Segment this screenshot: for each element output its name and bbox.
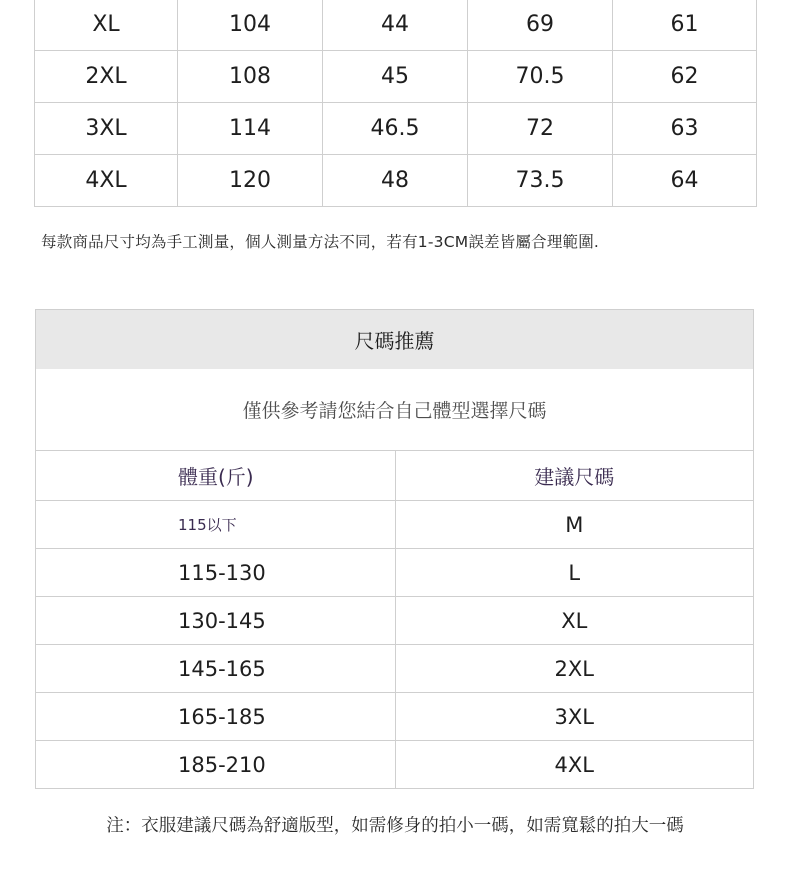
table-cell: 48	[323, 155, 468, 207]
size-label-cell: XL	[35, 0, 178, 51]
size-recommendation-panel	[35, 309, 754, 789]
table-row	[36, 597, 753, 645]
measurement-note: 每款商品尺寸均為手工測量，個人測量方法不同，若有1-3CM誤差皆屬合理範圍.	[41, 233, 600, 251]
table-cell: 72	[468, 103, 613, 155]
table-cell: 45	[323, 51, 468, 103]
size-cell: L	[395, 549, 753, 597]
fit-footnote: 注：衣服建議尺碼為舒適版型，如需修身的拍小一碼，如需寬鬆的拍大一碼	[106, 816, 684, 836]
weight-cell: 115-130	[36, 549, 395, 597]
table-header-row	[36, 451, 753, 501]
table-row	[35, 155, 757, 207]
weight-cell: 165-185	[36, 693, 395, 741]
weight-cell: 115以下	[36, 501, 395, 549]
size-cell: 3XL	[395, 693, 753, 741]
table-row	[36, 693, 753, 741]
size-label-cell: 4XL	[35, 155, 178, 207]
table-cell: 46.5	[323, 103, 468, 155]
table-cell: 114	[178, 103, 323, 155]
size-cell: XL	[395, 597, 753, 645]
table-cell: 108	[178, 51, 323, 103]
table-row	[35, 0, 757, 51]
size-column-header: 建議尺碼	[395, 451, 753, 501]
table-cell: 62	[613, 51, 757, 103]
size-cell: M	[395, 501, 753, 549]
size-cell: 2XL	[395, 645, 753, 693]
recommendation-title: 尺碼推薦	[36, 310, 753, 369]
table-cell: 44	[323, 0, 468, 51]
table-cell: 63	[613, 103, 757, 155]
weight-cell: 130-145	[36, 597, 395, 645]
weight-cell: 145-165	[36, 645, 395, 693]
size-label-cell: 3XL	[35, 103, 178, 155]
table-cell: 61	[613, 0, 757, 51]
weight-column-header: 體重(斤)	[36, 451, 395, 501]
size-chart-table	[34, 0, 757, 207]
table-row	[35, 103, 757, 155]
table-row	[35, 51, 757, 103]
table-row	[36, 741, 753, 789]
weight-cell: 185-210	[36, 741, 395, 789]
table-row	[36, 645, 753, 693]
size-cell: 4XL	[554, 752, 594, 777]
recommendation-subtitle: 僅供參考請您結合自己體型選擇尺碼	[36, 369, 753, 451]
size-label-cell: 2XL	[35, 51, 178, 103]
table-cell: 104	[178, 0, 323, 51]
table-row	[36, 549, 753, 597]
recommendation-table	[36, 451, 753, 788]
table-cell: 73.5	[468, 155, 613, 207]
table-cell: 70.5	[468, 51, 613, 103]
table-cell: 69	[468, 0, 613, 51]
table-cell: 120	[178, 155, 323, 207]
table-cell: 64	[613, 155, 757, 207]
table-row	[36, 501, 753, 549]
